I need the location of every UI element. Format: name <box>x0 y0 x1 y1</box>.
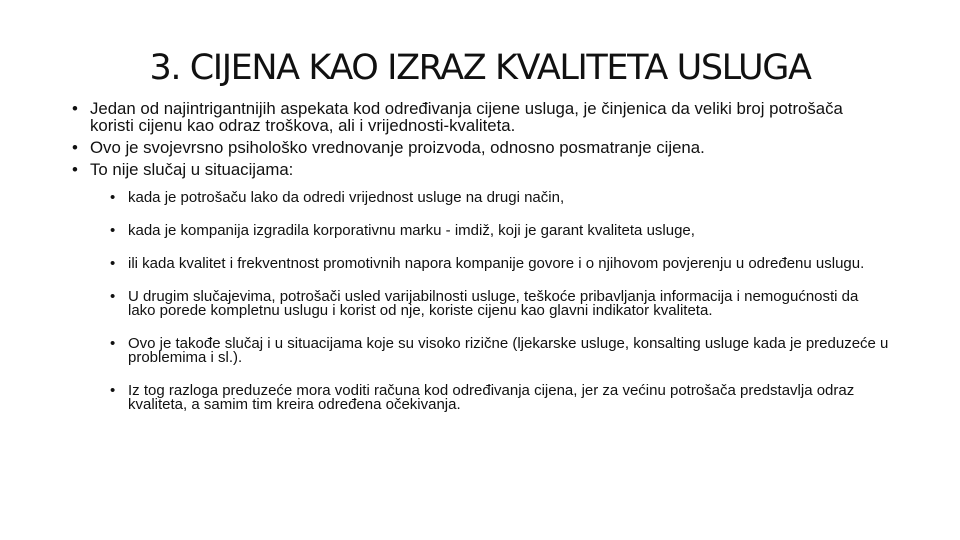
sub-bullet-item: • Ovo je takođe slučaj i u situacijama koje su visoko rizične (ljekarske usluge, konsalting usluge kada je preduzeće u problemima i sl.). <box>110 337 890 365</box>
sub-bullet-item: • Iz tog razloga preduzeće mora voditi računa kod određivanja cijena, jer za većinu potrošača predstavlja odraz kvaliteta, a samim tim kreira određena očekivanja. <box>110 384 890 412</box>
main-bullet-list <box>70 100 890 178</box>
bullet-item: • Ovo je svojevrsno psihološko vrednovanje proizvoda, odnosno posmatranje cijena. <box>70 139 890 156</box>
slide-content <box>70 100 890 431</box>
sub-bullet-list <box>110 191 890 412</box>
sub-bullet-item: • ili kada kvalitet i frekventnost promotivnih napora kompanije govore i o njihovom povjerenju u određenu uslugu. <box>110 257 890 271</box>
sub-bullet-item: • kada je kompanija izgradila korporativnu marku - imdiž, koji je garant kvaliteta usluge, <box>110 224 890 238</box>
bullet-item: • To nije slučaj u situacijama: <box>70 161 890 178</box>
bullet-item: • Jedan od najintrigantnijih aspekata kod određivanja cijene usluga, je činjenica da veliki broj potrošača koristi cijenu kao odraz troškova, ali i vrijednosti-kvaliteta. <box>70 100 890 134</box>
slide-title: 3. CIJENA KAO IZRAZ KVALITETA USLUGA <box>149 48 811 88</box>
sub-bullet-item: • kada je potrošaču lako da odredi vrijednost usluge na drugi način, <box>110 191 890 205</box>
sub-bullet-item: • U drugim slučajevima, potrošači usled varijabilnosti usluge, teškoće pribavljanja informacija i nemogućnosti da lako porede kompletnu uslugu i korist od nje, koriste cijenu kao glavni indikator kvaliteta. <box>110 290 890 318</box>
